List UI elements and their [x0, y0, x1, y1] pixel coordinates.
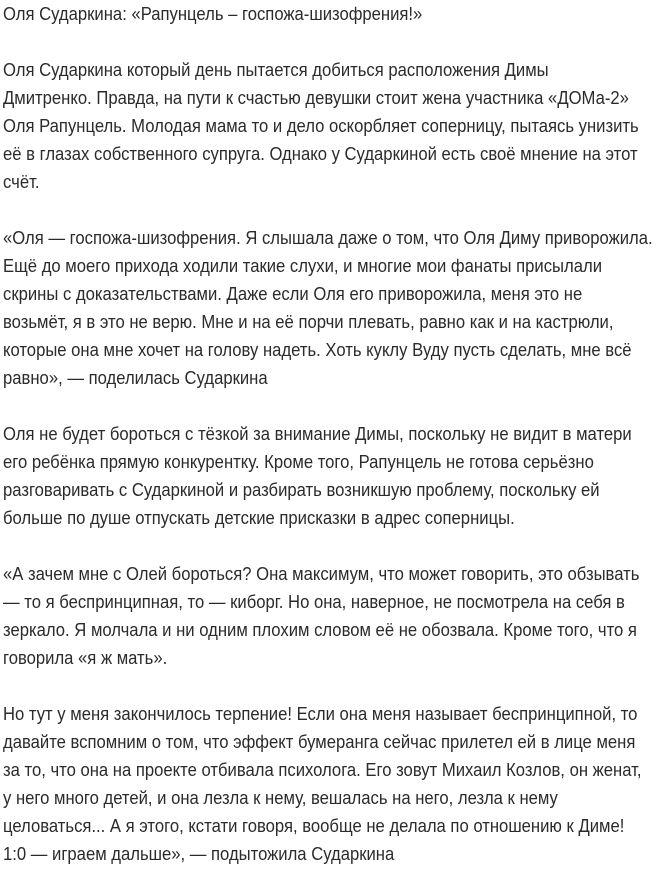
- text-line: Оля Рапунцель. Молодая мама то и дело оскорбляет соперницу, пытаясь унизить: [3, 115, 639, 136]
- text-line: больше по душе отпускать детские присказки в адрес соперницы.: [3, 507, 515, 528]
- text-line: зеркало. Я молчала и ни одним плохим словом её не обозвала. Кроме того, что я: [3, 619, 637, 640]
- text-line: «Оля — госпожа-шизофрения. Я слышала даже о том, что Оля Диму приворожила.: [3, 227, 653, 248]
- text-line: её в глазах собственного супруга. Однако у Сударкиной есть своё мнение на этот: [3, 143, 638, 164]
- text-line: которые она мне хочет на голову надеть. Хоть куклу Вуду пусть сделать, мне всё: [3, 339, 632, 360]
- text-line: у него много детей, и она лезла к нему, вешалась на него, лезла к нему: [3, 787, 558, 808]
- text-line: счёт.: [3, 171, 40, 192]
- text-line: скрины с доказательствами. Даже если Оля его приворожила, меня это не: [3, 283, 583, 304]
- text-line: Оля Сударкина который день пытается добиться расположения Димы: [3, 59, 549, 80]
- text-line: разговаривать с Сударкиной и разбирать возникшую проблему, поскольку ей: [3, 479, 600, 500]
- text-line: 1:0 — играем дальше», — подытожила Сударкина: [3, 843, 395, 864]
- paragraph-quote-2: [3, 560, 651, 672]
- text-line: возьмёт, я в это не верю. Мне и на её порчи плевать, равно как и на кастрюли,: [3, 311, 614, 332]
- text-line: его ребёнка прямую конкурентку. Кроме того, Рапунцель не готова серьёзно: [3, 451, 594, 472]
- text-line: «А зачем мне с Олей бороться? Она максимум, что может говорить, это обзывать: [3, 563, 640, 584]
- paragraph-intro: [3, 56, 651, 196]
- text-line: Но тут у меня закончилось терпение! Если она меня называет беспринципной, то: [3, 703, 638, 724]
- text-line: Дмитренко. Правда, на пути к счастью девушки стоит жена участника «ДОМа-2»: [3, 87, 629, 108]
- text-line: за то, что она на проекте отбивала психолога. Его зовут Михаил Козлов, он женат,: [3, 759, 642, 780]
- text-line: говорила «я ж мать».: [3, 647, 168, 668]
- text-line: Оля не будет бороться с тёзкой за внимание Димы, поскольку не видит в матери: [3, 423, 632, 444]
- article-title: Оля Сударкина: «Рапунцель – госпожа-шизофрения!»: [3, 3, 423, 24]
- paragraph-quote-1: [3, 224, 651, 392]
- text-line: целоваться... А я этого, кстати говоря, вообще не делала по отношению к Диме!: [3, 815, 625, 836]
- text-line: равно», — поделилась Сударкина: [3, 367, 268, 388]
- text-line: давайте вспомним о том, что эффект бумеранга сейчас прилетел ей в лице меня: [3, 731, 636, 752]
- article: [3, 0, 651, 896]
- paragraph-quote-3: [3, 700, 651, 868]
- text-line: — то я беспринципная, то — киборг. Но она, наверное, не посмотрела на себя в: [3, 591, 625, 612]
- text-line: Ещё до моего прихода ходили такие слухи, и многие мои фанаты присылали: [3, 255, 603, 276]
- paragraph-narrative: [3, 420, 651, 532]
